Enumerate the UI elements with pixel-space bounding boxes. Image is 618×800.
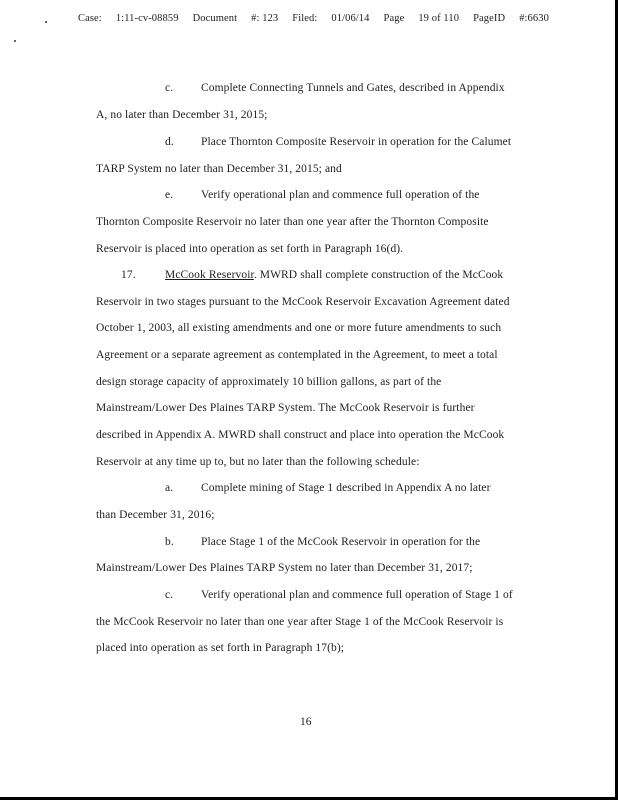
item-b-line-1: Place Stage 1 of the McCook Reservoir in operation for the	[201, 536, 481, 548]
scan-speck	[45, 21, 47, 23]
paragraph-17-line-3: October 1, 2003, all existing amendments and one or more future amendments to such	[96, 322, 502, 334]
ecf-header	[78, 13, 563, 24]
item-c-line-2: A, no later than December 31, 2015;	[96, 109, 268, 121]
item-d-line-1: Place Thornton Composite Reservoir in operation for the Calumet	[201, 136, 512, 148]
header-filed-label: Filed:	[292, 13, 318, 24]
item-a-label: a.	[165, 482, 174, 494]
paragraph-17-line-1	[165, 269, 503, 281]
paragraph-17-number: 17.	[121, 269, 136, 281]
item-e-line-2: Thornton Composite Reservoir no later than one year after the Thornton Composite	[96, 216, 489, 228]
item-e-label: e.	[165, 189, 174, 201]
paragraph-17-line-2: Reservoir in two stages pursuant to the McCook Reservoir Excavation Agreement dated	[96, 296, 510, 308]
paragraph-17-heading: McCook Reservoir	[165, 269, 254, 281]
item-b-label: b.	[165, 536, 174, 548]
item-d-line-2: TARP System no later than December 31, 2015; and	[96, 163, 342, 175]
scan-speck	[14, 40, 16, 42]
item-b-line-2: Mainstream/Lower Des Plaines TARP System no later than December 31, 2017;	[96, 562, 473, 574]
item-e-line-3: Reservoir is placed into operation as set forth in Paragraph 16(d).	[96, 243, 404, 255]
header-case-number: 1:11-cv-08859	[115, 13, 179, 24]
header-document-label: Document	[192, 13, 238, 24]
header-page-count: 19 of 110	[418, 13, 460, 24]
item-c2-line-3: placed into operation as set forth in Paragraph 17(b);	[96, 642, 345, 654]
item-c-label: c.	[165, 82, 174, 94]
paragraph-17-line-6: Mainstream/Lower Des Plaines TARP System. The McCook Reservoir is further	[96, 402, 475, 414]
header-pageid-number: #:6630	[519, 13, 549, 24]
header-case-label: Case:	[78, 13, 102, 24]
page-number: 16	[300, 716, 312, 728]
item-c-line-1: Complete Connecting Tunnels and Gates, described in Appendix	[201, 82, 505, 94]
paragraph-17-line-8: Reservoir at any time up to, but no later than the following schedule:	[96, 456, 420, 468]
item-a-line-2: than December 31, 2016;	[96, 509, 215, 521]
paragraph-17-line-4: Agreement or a separate agreement as contemplated in the Agreement, to meet a total	[96, 349, 498, 361]
paragraph-17-line-7: described in Appendix A. MWRD shall construct and place into operation the McCook	[96, 429, 505, 441]
paragraph-17-line-5: design storage capacity of approximately 10 billion gallons, as part of the	[96, 376, 442, 388]
header-filed-date: 01/06/14	[331, 13, 370, 24]
item-e-line-1: Verify operational plan and commence full operation of the	[201, 189, 480, 201]
item-a-line-1: Complete mining of Stage 1 described in Appendix A no later	[201, 482, 491, 494]
header-document-number: #: 123	[251, 13, 279, 24]
header-page-label: Page	[383, 13, 405, 24]
item-c2-label: c.	[165, 589, 174, 601]
item-c2-line-2: the McCook Reservoir no later than one year after Stage 1 of the McCook Reservoir is	[96, 616, 504, 628]
header-pageid-label: PageID	[473, 13, 506, 24]
item-c2-line-1: Verify operational plan and commence full operation of Stage 1 of	[201, 589, 513, 601]
paragraph-17-line-1-text: . MWRD shall complete construction of the McCook	[253, 269, 504, 281]
item-d-label: d.	[165, 136, 174, 148]
